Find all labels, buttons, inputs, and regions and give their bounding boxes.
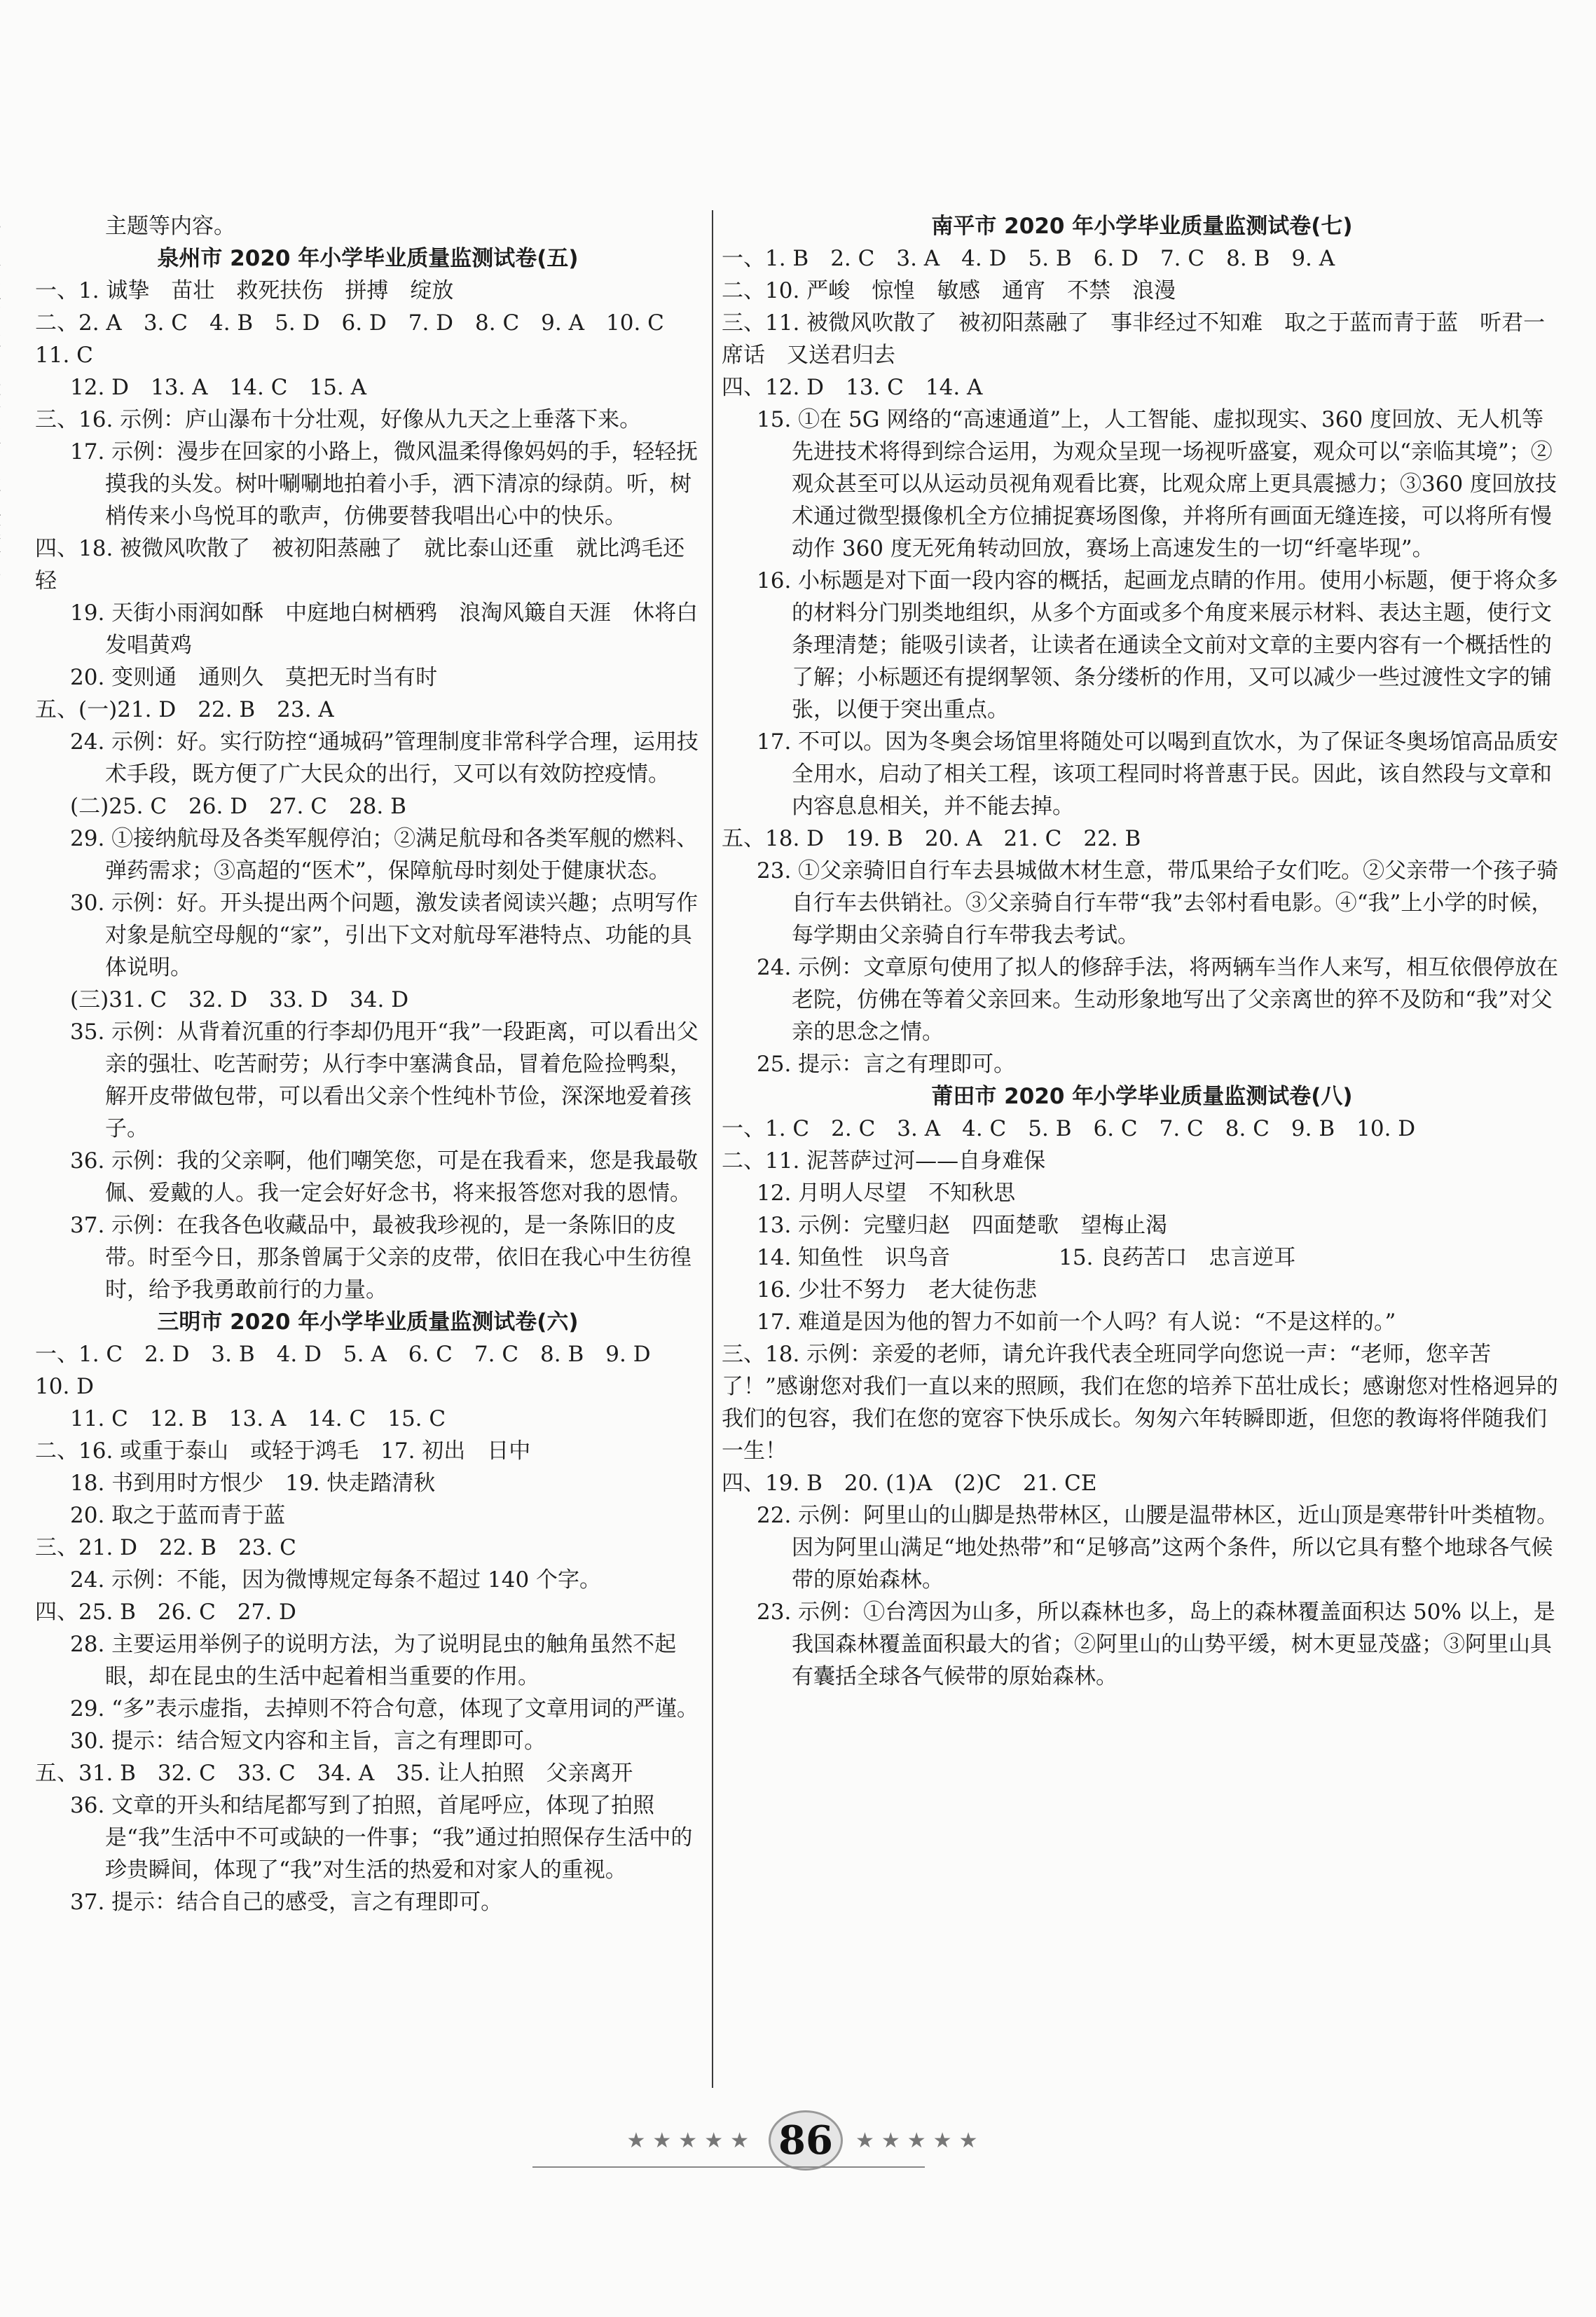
answer-line: 15. ①在 5G 网络的“高速通道”上，人工智能、虚拟现实、360 度回放、无人机等先进技术将得到综合运用，为观众呈现一场视听盛宴，观众可以“亲临其境”；②观众甚至可以从运动员视角观看比赛，比观众席上更具震撼力；③360 度回放技术通过微型摄像机全方位捕捉赛场图像，并将所有画面无缝连接，可以将所有慢动作 360 度无死角转动回放，赛场上高速发生的一切“纤毫毕现”。 — [757, 407, 1557, 561]
answer-line: 五、31. B 32. C 33. C 34. A 35. 让人拍照 父亲离开 — [35, 1761, 633, 1786]
answer-line: 24. 示例：不能，因为微博规定每条不超过 140 个字。 — [70, 1567, 602, 1593]
answer-line: 一、1. 诚挚 苗壮 救死扶伤 拼搏 绽放 — [35, 278, 454, 303]
answer-line: 29. “多”表示虚指，去掉则不符合句意，体现了文章用词的严谨。 — [70, 1696, 699, 1721]
answer-line: 23. 示例：①台湾因为山多，所以森林也多，岛上的森林覆盖面积达 50% 以上，是我国森林覆盖面积最大的省；②阿里山的山势平缓，树木更显茂盛；③阿里山具有囊括全球各气候带的原始森林。 — [757, 1600, 1555, 1689]
section-heading: 泉州市 2020 年小学毕业质量监测试卷(五) — [157, 246, 579, 271]
answer-line: 30. 示例：好。开头提出两个问题，激发读者阅读兴趣；点明写作对象是航空母舰的“家”，引出下文对航母军港特点、功能的具体说明。 — [70, 891, 699, 980]
answer-line: 22. 示例：阿里山的山脚是热带林区，山腰是温带林区，近山顶是寒带针叶类植物。因为阿里山满足“地处热带”和“足够高”这两个条件，所以它具有整个地球各气候带的原始森林。 — [757, 1503, 1559, 1593]
answer-line: 二、16. 或重于泰山 或轻于鸿毛 17. 初出 日中 — [35, 1438, 531, 1464]
answer-line: 四、19. B 20. (1)A (2)C 21. CE — [722, 1471, 1097, 1496]
answer-line: 12. D 13. A 14. C 15. A — [70, 375, 366, 400]
answer-line: 四、25. B 26. C 27. D — [35, 1600, 296, 1625]
answer-line: 23. ①父亲骑旧自行车去县城做木材生意，带瓜果给子女们吃。②父亲带一个孩子骑自行车去供销社。③父亲骑自行车带“我”去邻村看电影。④“我”上小学的时候，每学期由父亲骑自行车带我去考试。 — [757, 858, 1559, 948]
answer-line: 二、11. 泥菩萨过河——自身难保 — [722, 1148, 1046, 1174]
answer-line: 37. 示例：在我各色收藏品中，最被我珍视的，是一条陈旧的皮带。时至今日，那条曾属于父亲的皮带，依旧在我心中生彷徨时，给予我勇敢前行的力量。 — [70, 1213, 692, 1302]
star-decoration-right: ★★★★★ — [855, 2128, 985, 2153]
column-divider — [712, 210, 713, 2088]
answer-line: 20. 变则通 通则久 莫把无时当有时 — [70, 665, 438, 690]
answer-line: 11. C 12. B 13. A 14. C 15. C — [70, 1406, 446, 1431]
answer-line: 五、18. D 19. B 20. A 21. C 22. B — [722, 826, 1141, 851]
answer-line: 四、12. D 13. C 14. A — [722, 375, 983, 400]
right-column — [722, 210, 1562, 1693]
answer-line: 17. 难道是因为他的智力不如前一个人吗？有人说：“不是这样的。” — [757, 1309, 1396, 1335]
answer-line: 19. 天街小雨润如酥 中庭地白树栖鸦 浪淘风簸自天涯 休将白发唱黄鸡 — [70, 600, 699, 658]
section-heading: 三明市 2020 年小学毕业质量监测试卷(六) — [157, 1309, 579, 1335]
answer-line: 17. 示例：漫步在回家的小路上，微风温柔得像妈妈的手，轻轻抚摸我的头发。树叶唰唰地拍着小手，洒下清凉的绿荫。听，树梢传来小鸟悦耳的歌声，仿佛要替我唱出心中的快乐。 — [70, 439, 699, 529]
answer-line: 五、(一)21. D 22. B 23. A — [35, 697, 334, 722]
answer-line: (二)25. C 26. D 27. C 28. B — [70, 794, 406, 819]
star-decoration-left: ★★★★★ — [626, 2128, 756, 2153]
answer-line: 36. 示例：我的父亲啊，他们嘲笑您，可是在我看来，您是我最敬佩、爱戴的人。我一定会好好念书，将来报答您对我的恩情。 — [70, 1148, 699, 1206]
answer-line: 20. 取之于蓝而青于蓝 — [70, 1503, 286, 1528]
answer-line: (三)31. C 32. D 33. D 34. D — [70, 987, 409, 1012]
section-heading: 莆田市 2020 年小学毕业质量监测试卷(八) — [931, 1084, 1353, 1109]
answer-line: 二、10. 严峻 惊惶 敏感 通宵 不禁 浪漫 — [722, 278, 1176, 303]
answer-line: 一、1. B 2. C 3. A 4. D 5. B 6. D 7. C 8. B 9. A — [722, 246, 1335, 271]
answer-line: 四、18. 被微风吹散了 被初阳蒸融了 就比泰山还重 就比鸿毛还轻 — [35, 536, 685, 593]
answer-line: 16. 少壮不努力 老大徒伤悲 — [757, 1277, 1038, 1302]
answer-line: 一、1. C 2. D 3. B 4. D 5. A 6. C 7. C 8. B 9. D 10. D — [35, 1342, 673, 1399]
answer-line: 主题等内容。 — [105, 214, 235, 239]
answer-line: 14. 知鱼性 识鸟音 15. 良药苦口 忠言逆耳 — [757, 1245, 1296, 1270]
answer-line: 13. 示例：完璧归赵 四面楚歌 望梅止渴 — [757, 1213, 1168, 1238]
answer-line: 18. 书到用时方恨少 19. 快走踏清秋 — [70, 1471, 436, 1496]
footer-rule — [532, 2166, 925, 2168]
answer-line: 25. 提示：言之有理即可。 — [757, 1052, 1016, 1077]
answer-line: 37. 提示：结合自己的感受，言之有理即可。 — [70, 1890, 503, 1915]
answer-line: 16. 小标题是对下面一段内容的概括，起画龙点睛的作用。使用小标题，便于将众多的材料分门别类地组织，从多个方面或多个角度来展示材料、表达主题，使行文条理清楚；能吸引读者，让读者在通读全文前对文章的主要内容有一个概括性的了解；小标题还有提纲挈领、条分缕析的作用，又可以减少一些过渡性文字的铺张，以便于突出重点。 — [757, 568, 1559, 722]
answer-line: 三、18. 示例：亲爱的老师，请允许我代表全班同学向您说一声：“老师，您辛苦了！”感谢您对我们一直以来的照顾，我们在您的培养下茁壮成长；感谢您对性格迥异的我们的包容，我们在您的宽容下快乐成长。匆匆六年转瞬即逝，但您的教诲将伴随我们一生！ — [722, 1342, 1558, 1464]
page-footer — [490, 2109, 1121, 2172]
answer-line: 30. 提示：结合短文内容和主旨，言之有理即可。 — [70, 1728, 546, 1754]
answer-line: 28. 主要运用举例子的说明方法，为了说明昆虫的触角虽然不起眼，却在昆虫的生活中起着相当重要的作用。 — [70, 1632, 677, 1689]
section-heading: 南平市 2020 年小学毕业质量监测试卷(七) — [931, 214, 1353, 239]
answer-line: 三、21. D 22. B 23. C — [35, 1535, 296, 1560]
answer-line: 三、11. 被微风吹散了 被初阳蒸融了 事非经过不知难 取之于蓝而青于蓝 听君一席话 又送君归去 — [722, 310, 1546, 368]
answer-line: 24. 示例：好。实行防控“通城码”管理制度非常科学合理，运用技术手段，既方便了广大民众的出行，又可以有效防控疫情。 — [70, 729, 699, 787]
page-number: 86 — [769, 2110, 843, 2171]
answer-line: 17. 不可以。因为冬奥会场馆里将随处可以喝到直饮水，为了保证冬奥场馆高品质安全用水，启动了相关工程，该项工程同时将普惠于民。因此，该自然段与文章和内容息息相关，并不能去掉。 — [757, 729, 1559, 819]
answer-line: 29. ①接纳航母及各类军舰停泊；②满足航母和各类军舰的燃料、弹药需求；③高超的“医术”，保障航母时刻处于健康状态。 — [70, 826, 699, 884]
answer-line: 三、16. 示例：庐山瀑布十分壮观，好像从九天之上垂落下来。 — [35, 407, 642, 432]
answer-line: 35. 示例：从背着沉重的行李却仍甩开“我”一段距离，可以看出父亲的强壮、吃苦耐劳；从行李中塞满食品，冒着危险捡鸭梨，解开皮带做包带，可以看出父亲个性纯朴节俭，深深地爱着孩子。 — [70, 1019, 699, 1141]
left-column — [35, 210, 701, 1918]
answer-line: 12. 月明人尽望 不知秋思 — [757, 1181, 1016, 1206]
answer-line: 二、2. A 3. C 4. B 5. D 6. D 7. D 8. C 9. A 10. C 11. C — [35, 310, 686, 368]
cropped-margin-text — [0, 210, 11, 2088]
answer-line: 一、1. C 2. C 3. A 4. C 5. B 6. C 7. C 8. C 9. B 10. D — [722, 1116, 1416, 1141]
answer-line: 36. 文章的开头和结尾都写到了拍照，首尾呼应，体现了拍照是“我”生活中不可或缺的一件事；“我”通过拍照保存生活中的珍贵瞬间，体现了“我”对生活的热爱和对家人的重视。 — [70, 1793, 693, 1883]
answer-line: 24. 示例：文章原句使用了拟人的修辞手法，将两辆车当作人来写，相互依偎停放在老院，仿佛在等着父亲回来。生动形象地写出了父亲离世的猝不及防和“我”对父亲的思念之情。 — [757, 955, 1559, 1045]
